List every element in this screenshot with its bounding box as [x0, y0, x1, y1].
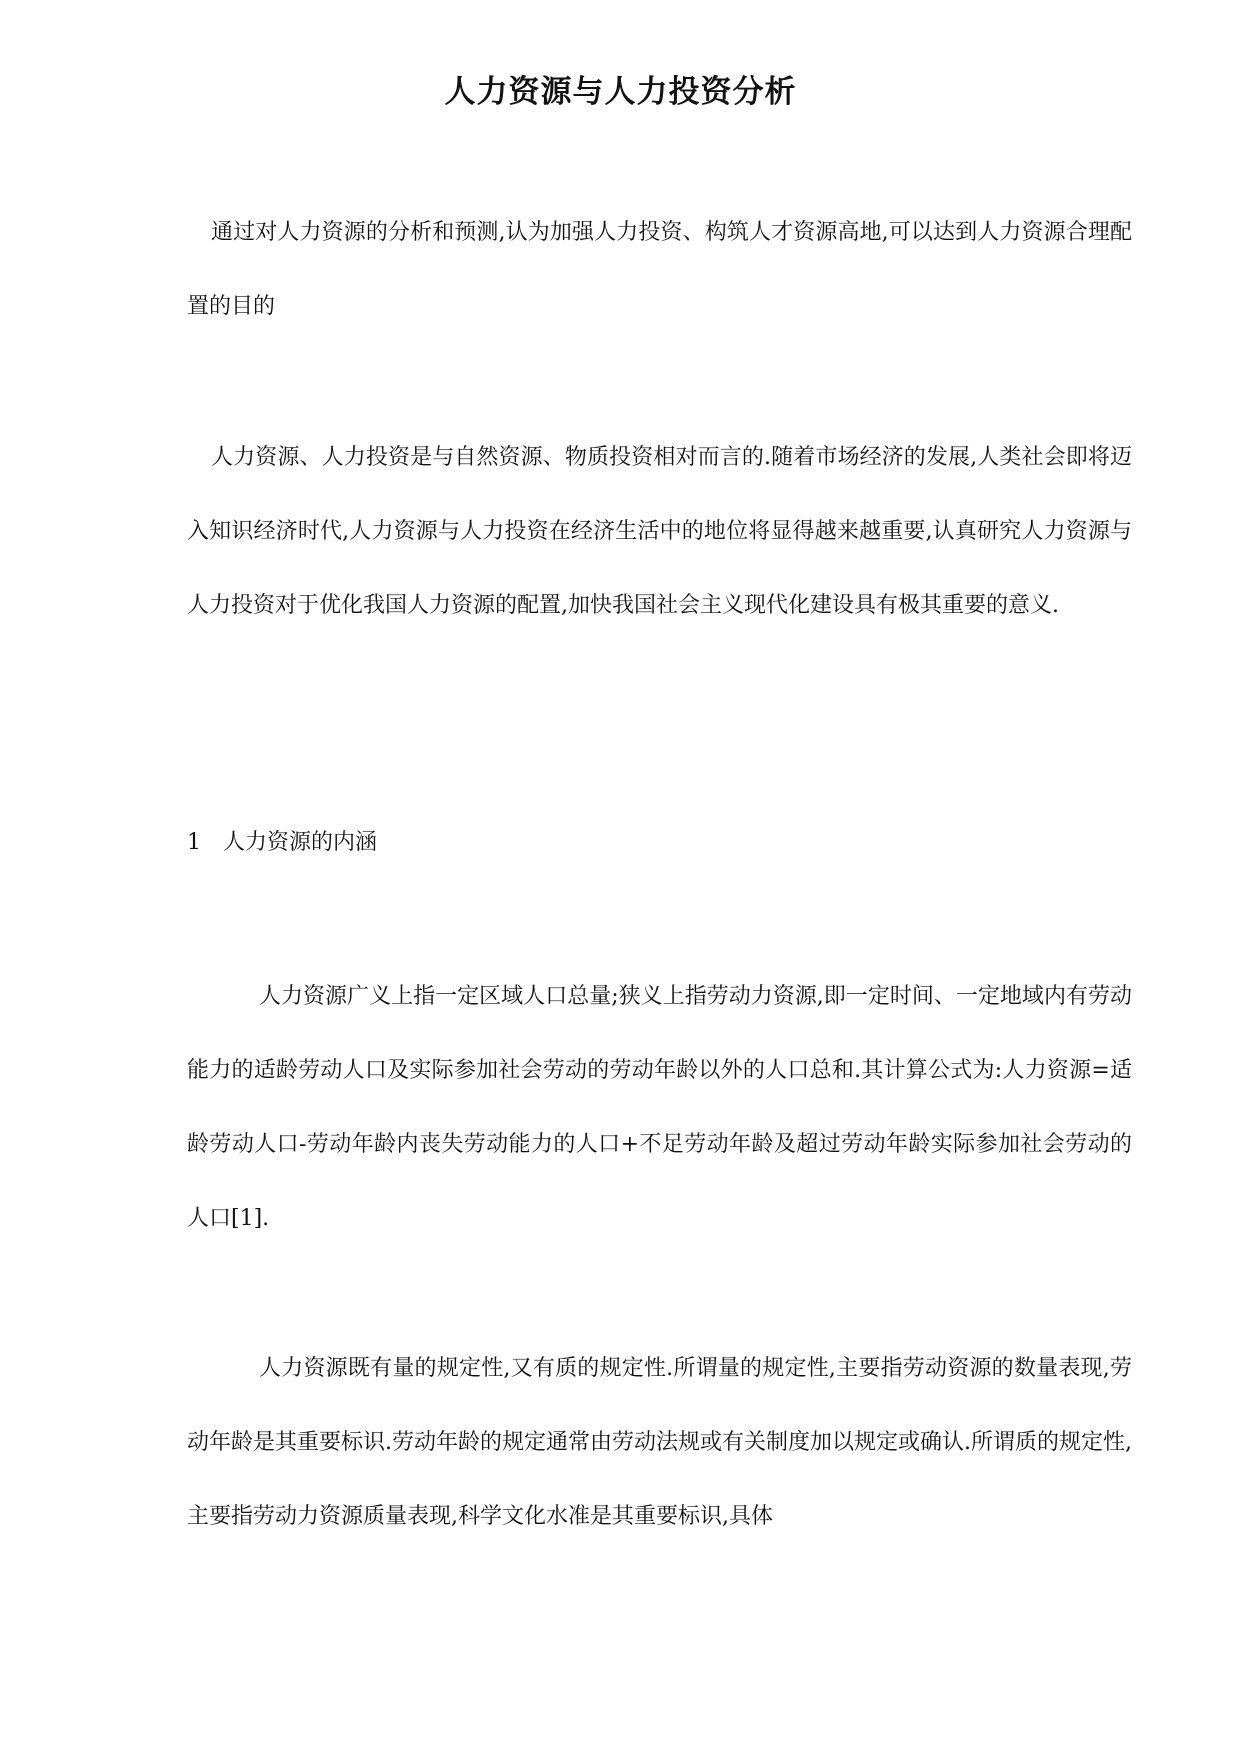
intro-paragraph: 人力资源、人力投资是与自然资源、物质投资相对而言的.随着市场经济的发展,人类社会即将迈入知识经济时代,人力资源与人力投资在经济生活中的地位将显得越来越重要,认真研究人力资源与人力投资对于优化我国人力资源的配置,加快我国社会主义现代化建设具有极其重要的意义.: [187, 445, 1132, 618]
section-title: 人力资源的内涵: [223, 830, 378, 855]
document-title: 人力资源与人力投资分析: [444, 74, 797, 110]
body-paragraph: 人力资源既有量的规定性,又有质的规定性.所谓量的规定性,主要指劳动资源的数量表现,劳动年龄是其重要标识.劳动年龄的规定通常由劳动法规或有关制度加以规定或确认.所谓质的规定性,主要指劳动力资源质量表现,科学文化水准是其重要标识,具体: [187, 1356, 1132, 1529]
abstract-paragraph: 通过对人力资源的分析和预测,认为加强人力投资、构筑人才资源高地,可以达到人力资源合理配置的目的: [187, 220, 1132, 319]
section-heading: [187, 806, 377, 880]
body-paragraph: 人力资源广义上指一定区域人口总量;狭义上指劳动力资源,即一定时间、一定地域内有劳动能力的适龄劳动人口及实际参加社会劳动的劳动年龄以外的人口总和.其计算公式为:人力资源=适龄劳动人口-劳动年龄内丧失劳动能力的人口+不足劳动年龄及超过劳动年龄实际参加社会劳动的人口[1].: [187, 984, 1132, 1231]
section-number: 1: [187, 830, 201, 855]
